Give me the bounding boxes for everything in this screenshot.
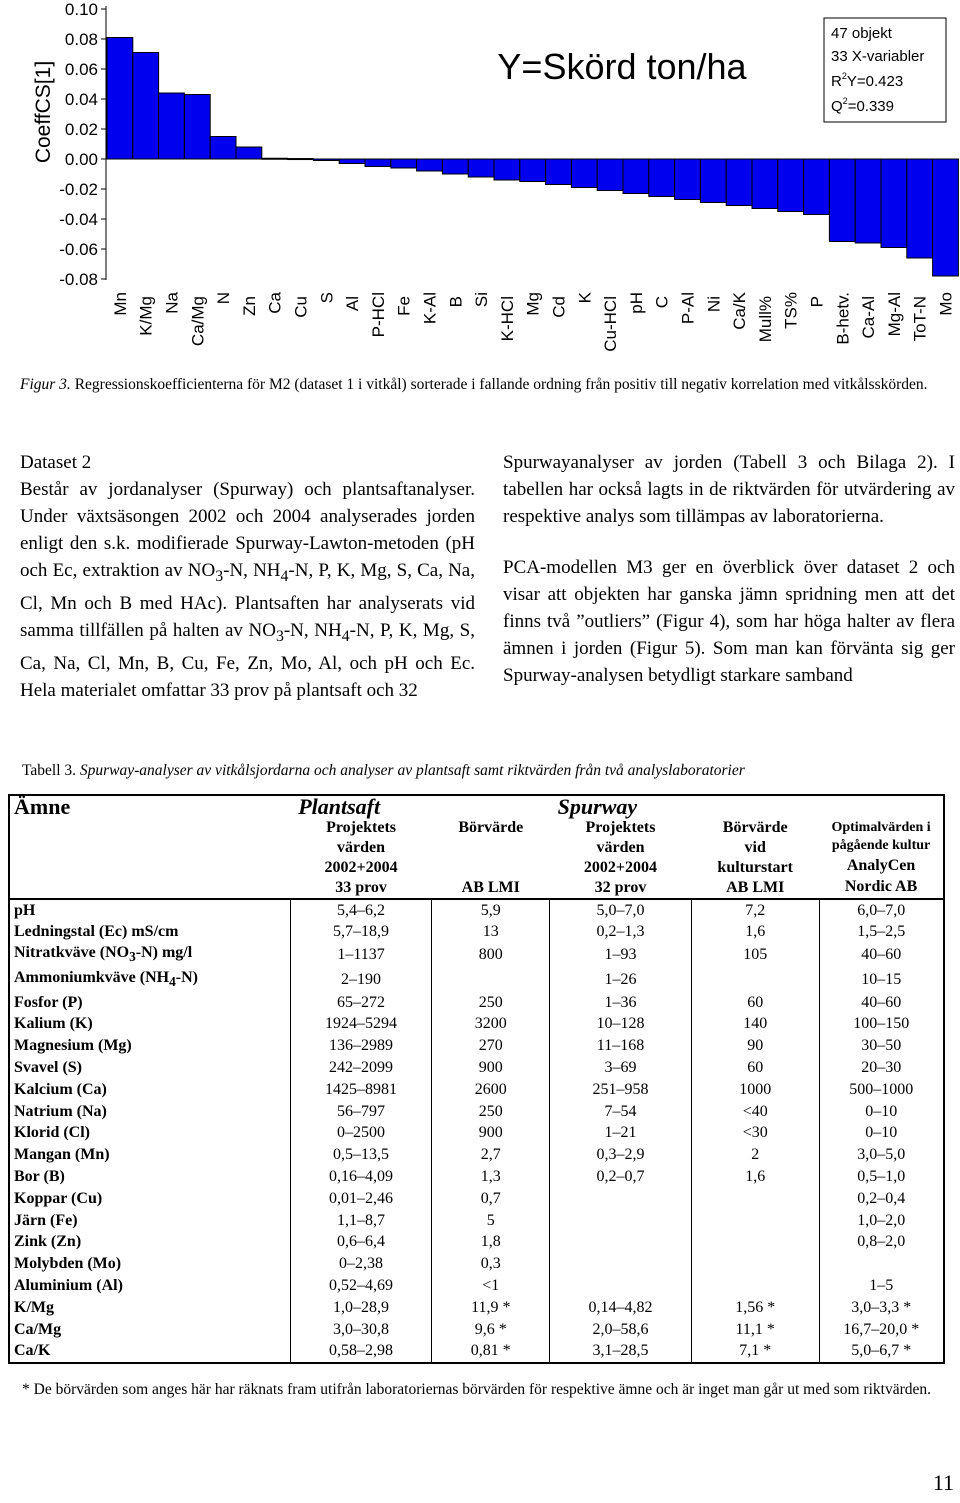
cell-c1: 242–2099 [290,1057,432,1079]
cell-c1: 56–797 [290,1101,432,1123]
cell-c3 [550,1188,692,1210]
x-tick-label: Zn [239,296,259,316]
cell-c4: 7,1 * [691,1341,819,1364]
cell-c3: 1–93 [550,943,692,967]
bar-mo [933,159,959,276]
table-row [9,1341,944,1364]
y-tick-label: 0.02 [64,120,98,139]
y-tick-label: 0.04 [64,90,98,109]
cell-c5: 1–5 [819,1275,944,1297]
x-tick-label: C [652,296,672,309]
cell-c4: 11,1 * [691,1319,819,1341]
x-tick-label: Fe [394,296,414,316]
cell-c3: 5,0–7,0 [550,899,692,922]
bar-p-al [675,159,701,200]
x-tick-label: Mo [936,292,956,316]
cell-c4 [691,1232,819,1254]
header-amne: Ämne [9,795,290,818]
bar-ca-al [855,159,881,243]
cell-c3 [550,1275,692,1297]
row-name: pH [9,899,290,922]
cell-c3: 0,3–2,9 [550,1144,692,1166]
cell-c1: 0–2500 [290,1123,432,1145]
row-name: Molybden (Mo) [9,1253,290,1275]
cell-c4: 60 [691,1057,819,1079]
row-name: Svavel (S) [9,1057,290,1079]
footnote: * De börvärden som anges här har räknats fram utifrån laboratoriernas börvärden för respektive ämne och är inget man går ut med som riktvärden. [22,1381,931,1398]
info-objects: 47 objekt [831,25,892,42]
y-tick-label: -0.06 [59,240,98,259]
chart-title: Y=Skörd ton/ha [497,46,747,87]
info-q2: $Q^2=0.339$ [831,96,894,115]
spurway-table [8,794,945,1364]
bar-mg [520,159,546,182]
x-tick-label: K-Al [420,292,440,325]
cell-c5: 1,0–2,0 [819,1210,944,1232]
row-name: Kalium (K) [9,1014,290,1036]
cell-c4 [691,968,819,992]
table-row [9,1253,944,1275]
row-name: Ca/Mg [9,1319,290,1341]
cell-c2: 11,9 * [432,1297,550,1319]
cell-c5: 1,5–2,5 [819,922,944,944]
cell-c3: 251–958 [550,1079,692,1101]
row-name: Aluminium (Al) [9,1275,290,1297]
bar-na [159,93,185,159]
bar-b-hetv- [829,159,855,242]
cell-c5: 10–15 [819,968,944,992]
y-tick-label: -0.04 [59,210,98,229]
x-tick-label: ToT-N [910,296,930,342]
y-tick-label: 0.00 [64,150,98,169]
header-bor-plantsaft: Börvärde AB LMI [432,818,550,899]
cell-c4 [691,1275,819,1297]
model-info-box [824,18,946,122]
bar-p-hcl [365,159,391,167]
cell-c5: 0–10 [819,1101,944,1123]
cell-c3: 0,2–0,7 [550,1166,692,1188]
table-body [9,899,944,1364]
row-name: Magnesium (Mg) [9,1035,290,1057]
info-xvars: 33 X-variabler [831,48,925,65]
x-tick-label: P [807,296,827,308]
table-row [9,968,944,992]
x-tick-label: Si [472,292,492,308]
x-tick-label: Mg [523,292,543,316]
table-row [9,1319,944,1341]
cell-c4: 7,2 [691,899,819,922]
cell-c2: 900 [432,1057,550,1079]
table-row [9,992,944,1014]
cell-c3 [550,1253,692,1275]
cell-c5: 100–150 [819,1014,944,1036]
row-name: Ledningstal (Ec) mS/cm [9,922,290,944]
cell-c5 [819,1253,944,1275]
cell-c2 [432,968,550,992]
row-name: K/Mg [9,1297,290,1319]
bar-k [571,159,597,188]
cell-c5: 40–60 [819,992,944,1014]
cell-c3: 10–128 [550,1014,692,1036]
cell-c2: 3200 [432,1014,550,1036]
row-name: Ca/K [9,1341,290,1364]
cell-c2: 0,81 * [432,1341,550,1364]
cell-c5: 20–30 [819,1057,944,1079]
bar-k-al [417,159,443,171]
table-caption [22,762,745,780]
cell-c5: 500–1000 [819,1079,944,1101]
x-tick-label: Mg-Al [884,292,904,337]
x-tick-label: P-Al [678,292,698,325]
cell-c5: 6,0–7,0 [819,899,944,922]
cell-c2: 2,7 [432,1144,550,1166]
row-name: Kalcium (Ca) [9,1079,290,1101]
cell-c2: 2600 [432,1079,550,1101]
x-tick-label: Cu [291,296,311,318]
row-name: Järn (Fe) [9,1210,290,1232]
cell-c1: 0,6–6,4 [290,1232,432,1254]
header-optimal: Optimalvärden i pågående kultur AnalyCen Nordic AB [819,818,944,899]
x-tick-label: Ni [704,296,724,313]
row-name: Natrium (Na) [9,1101,290,1123]
bar-c [649,159,675,197]
cell-c2: 0,3 [432,1253,550,1275]
cell-c2: 270 [432,1035,550,1057]
cell-c3: 3–69 [550,1057,692,1079]
cell-c1: 5,4–6,2 [290,899,432,922]
cell-c1: 0,52–4,69 [290,1275,432,1297]
x-tick-label: TS% [781,292,801,329]
table-caption-text: Spurway-analyser av vitkålsjordarna och analyser av plantsaft samt riktvärden från två analyslaboratorier [76,762,745,779]
x-tick-label: Cd [549,296,569,318]
right-paragraph-1: Spurwayanalyser av jorden (Tabell 3 och Bilaga 2). I tabellen har också lagts in de riktvärden för utvärdering av respektive analys som tillämpas av laboratorierna. [503,452,955,527]
table-row [9,1297,944,1319]
x-tick-label: Ca/Mg [188,296,208,347]
bar-fe [391,159,417,168]
bar-si [468,159,494,177]
cell-c3: 0,14–4,82 [550,1297,692,1319]
x-tick-label: pH [626,292,646,314]
x-tick-label: Mn [110,292,130,316]
bar-mn [107,38,133,160]
cell-c4: 2 [691,1144,819,1166]
table-row [9,1014,944,1036]
table-caption-label: Tabell 3. [22,762,77,779]
cell-c5: 3,0–5,0 [819,1144,944,1166]
cell-c4 [691,1253,819,1275]
bar-cu [288,159,314,160]
cell-c2: 800 [432,943,550,967]
row-name: Fosfor (P) [9,992,290,1014]
cell-c4: <30 [691,1123,819,1145]
header-proj-spurway: Projektets värden 2002+2004 32 prov [550,818,692,899]
y-tick-label: 0.10 [64,0,98,19]
cell-c1: 3,0–30,8 [290,1319,432,1341]
bar-ni [700,159,726,203]
bar-ca-mg [184,95,210,160]
x-tick-label: Cu-HCl [601,296,621,352]
bar-cu-hcl [597,159,623,191]
x-tick-label: Al [343,296,363,312]
x-tick-label: P-HCl [368,292,388,338]
x-tick-label: K [575,292,595,304]
bar-zn [236,147,262,159]
x-tick-label: Ca-Al [859,296,879,339]
left-paragraph: Består av jordanalyser (Spurway) och plantsaftanalyser. Under växtsäsongen 2002 och 2004 analyserades jorden enligt den s.k. modifierade Spurway-Lawton-metoden (pH och Ec, extraktion av $NO_3-N$, $NH_4-N$, P, K, Mg, S, Ca, Na, Cl, Mn och B med HAc). Plantsaften har analyserats vid samma tillfällen på halten av $NO_3-N$, $NH_4-N$, P, K, Mg, S, Ca, Na, Cl, Mn, B, Cu, Fe, Zn, Mo, Al, och pH och Ec. Hela materialet omfattar 33 prov på plantsaft och 32 [20,479,475,701]
cell-c1: 0,5–13,5 [290,1144,432,1166]
cell-c1: 1,0–28,9 [290,1297,432,1319]
cell-c1: 136–2989 [290,1035,432,1057]
x-tick-label: K/Mg [136,296,156,336]
bar-k-hcl [494,159,520,180]
page-number: 11 [932,1470,954,1495]
cell-c1: 65–272 [290,992,432,1014]
cell-c1: 0,01–2,46 [290,1188,432,1210]
cell-c5: 16,7–20,0 * [819,1319,944,1341]
bar-ca [262,158,288,159]
x-axis-labels [111,291,956,351]
section-heading: Dataset 2 [20,452,92,473]
table-row [9,1057,944,1079]
table-row [9,943,944,967]
x-tick-label: B-hetv. [833,292,853,345]
header-bor-spurway: Börvärde vid kulturstart AB LMI [691,818,819,899]
cell-c2: 5 [432,1210,550,1232]
bar-ts- [778,159,804,212]
row-name: Klorid (Cl) [9,1123,290,1145]
right-paragraph-2: PCA-modellen M3 ger en överblick över dataset 2 och visar att objekten har ganska jämn spridning men att det finns två ”outliers” (Figur 4), som har höga halter av flera ämnen i jorden (Figur 5). Som man kan förvänta sig ger Spurway-analysen betydligt starkare samband [503,557,955,686]
cell-c2: 1,3 [432,1166,550,1188]
cell-c4: 90 [691,1035,819,1057]
table-row [9,1166,944,1188]
table-row [9,1079,944,1101]
cell-c1: 1–1137 [290,943,432,967]
cell-c1: 5,7–18,9 [290,922,432,944]
cell-c3: 11–168 [550,1035,692,1057]
bar-mull- [752,159,778,209]
cell-c1: 1924–5294 [290,1014,432,1036]
figure-caption [20,375,955,394]
x-tick-label: B [446,296,466,308]
header-spurway: Spurway [550,795,944,818]
bar-b [442,159,468,174]
cell-c2: 1,8 [432,1232,550,1254]
x-tick-label: Na [162,292,182,314]
cell-c3: 1–36 [550,992,692,1014]
bar-cd [546,159,572,185]
bar-ca-k [726,159,752,206]
table-header-row-1 [9,795,944,818]
row-name: Ammoniumkväve $(NH_4-N)$ [9,968,290,992]
bar-p [804,159,830,215]
header-plantsaft: Plantsaft [290,795,549,818]
bar-tot-n [907,159,933,258]
cell-c2: 0,7 [432,1188,550,1210]
bar-s [313,159,339,161]
table-row [9,922,944,944]
table-row [9,1188,944,1210]
cell-c5: 0,5–1,0 [819,1166,944,1188]
left-column [20,449,475,704]
cell-c3 [550,1210,692,1232]
cell-c3: 7–54 [550,1101,692,1123]
info-r2: $R^2Y=0.423$ [831,71,904,90]
cell-c4: 105 [691,943,819,967]
table-row [9,1101,944,1123]
cell-c5: 0,2–0,4 [819,1188,944,1210]
cell-c3: 3,1–28,5 [550,1341,692,1364]
cell-c4: 60 [691,992,819,1014]
y-axis-ticks [59,0,106,289]
cell-c1: 2–190 [290,968,432,992]
cell-c2: 900 [432,1123,550,1145]
cell-c5: 0–10 [819,1123,944,1145]
x-tick-label: Ca/K [730,292,750,330]
bar-mg-al [881,159,907,248]
cell-c3: 1–21 [550,1123,692,1145]
cell-c2: <1 [432,1275,550,1297]
cell-c3: 1–26 [550,968,692,992]
table-row [9,1123,944,1145]
cell-c5: 3,0–3,3 * [819,1297,944,1319]
row-name: Bor (B) [9,1166,290,1188]
cell-c3: 2,0–58,6 [550,1319,692,1341]
cell-c1: 0,16–4,09 [290,1166,432,1188]
cell-c2: 5,9 [432,899,550,922]
cell-c5: 5,0–6,7 * [819,1341,944,1364]
cell-c2: 13 [432,922,550,944]
figure-caption-text: Regressionskoefficienterna för M2 (dataset 1 i vitkål) sorterade i fallande ordning från positiv till negativ korrelation med vitkålsskörden. [70,376,928,393]
bar-k-mg [133,53,159,160]
table-header-row-2 [9,818,944,899]
cell-c2: 250 [432,1101,550,1123]
cell-c1: 1425–8981 [290,1079,432,1101]
right-column [503,449,955,689]
cell-c2: 250 [432,992,550,1014]
y-tick-label: -0.02 [59,180,98,199]
x-tick-label: S [317,292,337,304]
cell-c4: 1,56 * [691,1297,819,1319]
row-name: Zink (Zn) [9,1232,290,1254]
cell-c5: 40–60 [819,943,944,967]
cell-c4: 1,6 [691,922,819,944]
header-proj-plantsaft: Projektets värden 2002+2004 33 prov [290,818,432,899]
cell-c4: 1,6 [691,1166,819,1188]
cell-c1: 0,58–2,98 [290,1341,432,1364]
bar-al [339,159,365,164]
figure-caption-label: Figur 3. [20,376,71,393]
row-name: Nitratkväve $(NO_3-N)$ mg/l [9,943,290,967]
cell-c2: 9,6 * [432,1319,550,1341]
table-row [9,1275,944,1297]
table-row [9,1035,944,1057]
cell-c4 [691,1188,819,1210]
cell-c3: 0,2–1,3 [550,922,692,944]
table-row [9,1232,944,1254]
x-tick-label: Ca [265,292,285,314]
row-name: Mangan (Mn) [9,1144,290,1166]
y-tick-label: 0.06 [64,60,98,79]
bar-ph [623,159,649,194]
cell-c3 [550,1232,692,1254]
y-tick-label: -0.08 [59,270,98,289]
x-tick-label: N [214,292,234,305]
y-axis-label: CoeffCS[1] [32,60,55,164]
row-name: Koppar (Cu) [9,1188,290,1210]
table-row [9,1144,944,1166]
cell-c4: <40 [691,1101,819,1123]
table-row [9,1210,944,1232]
cell-c5: 30–50 [819,1035,944,1057]
regression-coefficient-chart [0,0,960,375]
cell-c4: 140 [691,1014,819,1036]
cell-c1: 0–2,38 [290,1253,432,1275]
table-row [9,899,944,922]
y-tick-label: 0.08 [64,30,98,49]
cell-c4: 1000 [691,1079,819,1101]
cell-c5: 0,8–2,0 [819,1232,944,1254]
x-tick-label: Mull% [755,296,775,343]
bar-n [210,137,236,160]
cell-c4 [691,1210,819,1232]
cell-c1: 1,1–8,7 [290,1210,432,1232]
x-tick-label: K-HCl [497,296,517,342]
